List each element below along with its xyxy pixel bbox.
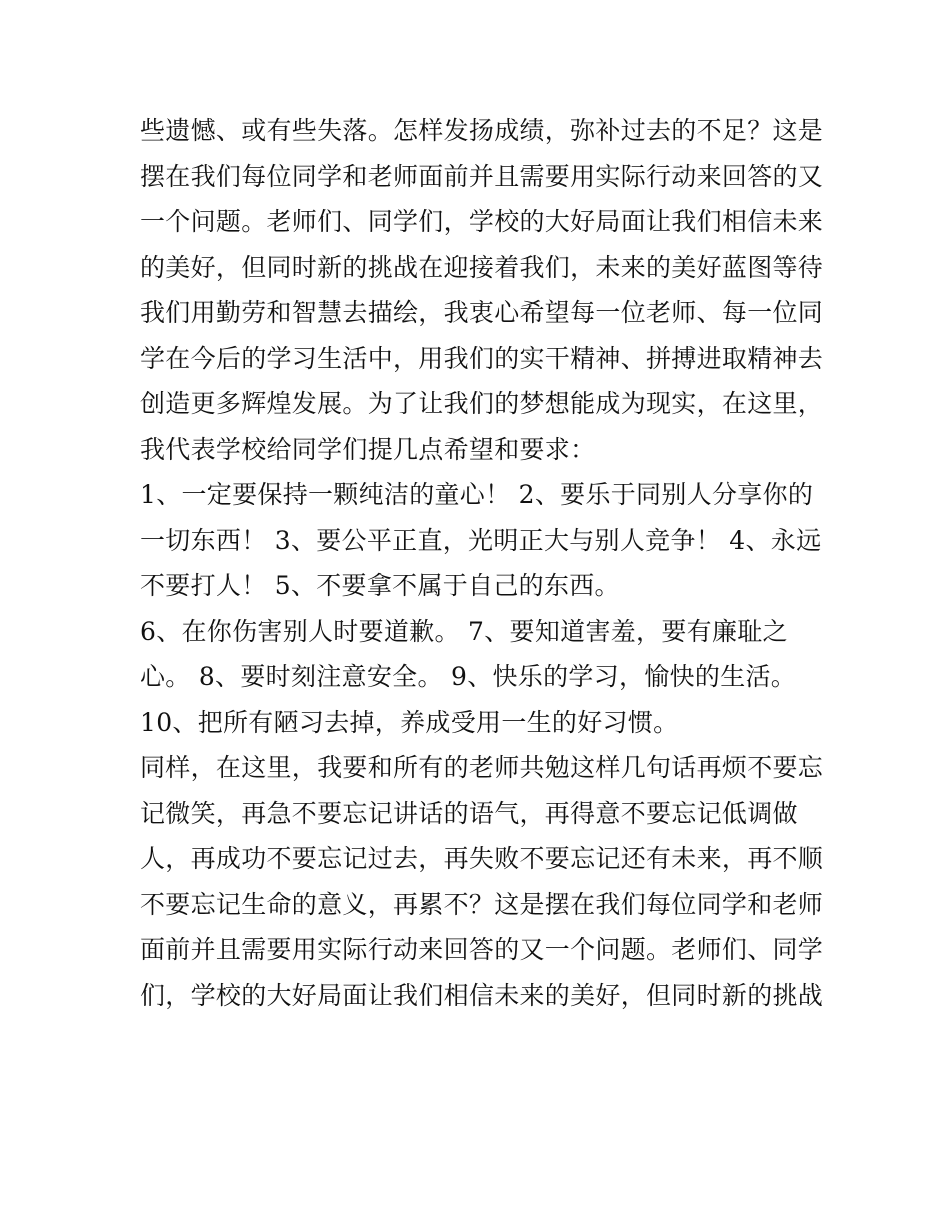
text-line: 不要忘记生命的意义，再累不？这是摆在我们每位同学和老师 [140,889,824,919]
list-line: 一切东西！ 3、要公平正直，光明正大与别人竞争！ 4、永远 [140,525,822,555]
text-line: 摆在我们每位同学和老师面前并且需要用实际行动来回答的又 [140,161,824,191]
list-line: 6、在你伤害别人时要道歉。 7、要知道害羞，要有廉耻之 [140,616,788,646]
list-line: 不要打人！ 5、不要拿不属于自己的东西。 [140,571,620,600]
text-line: 创造更多辉煌发展。为了让我们的梦想能成为现实，在这里， [140,389,824,418]
text-line: 我们用勤劳和智慧去描绘，我衷心希望每一位老师、每一位同 [140,298,824,327]
list-line: 1、一定要保持一颗纯洁的童心！ 2、要乐于同别人分享你的 [140,480,814,509]
text-line: 一个问题。老师们、同学们，学校的大好局面让我们相信未来 [140,207,824,236]
list-line: 10、把所有陋习去掉，养成受用一生的好习惯。 [140,707,679,737]
text-line: 我代表学校给同学们提几点希望和要求： [140,434,596,464]
text-line: 面前并且需要用实际行动来回答的又一个问题。老师们、同学 [140,935,824,964]
text-line: 同样，在这里，我要和所有的老师共勉这样几句话再烦不要忘 [140,753,824,782]
text-line: 人，再成功不要忘记过去，再失败不要忘记还有未来，再不顺 [140,844,824,873]
text-line: 些遗憾、或有些失落。怎样发扬成绩，弥补过去的不足？这是 [140,116,824,145]
text-line: 们，学校的大好局面让我们相信未来的美好，但同时新的挑战 [140,980,824,1010]
text-line: 的美好，但同时新的挑战在迎接着我们，未来的美好蓝图等待 [140,252,824,282]
text-line: 记微笑，再急不要忘记讲话的语气，再得意不要忘记低调做 [140,798,798,828]
body-text [140,108,824,1018]
list-line: 心。 8、要时刻注意安全。 9、快乐的学习，愉快的生活。 [140,662,797,691]
text-line: 学在今后的学习生活中，用我们的实干精神、拼搏进取精神去 [140,343,824,373]
